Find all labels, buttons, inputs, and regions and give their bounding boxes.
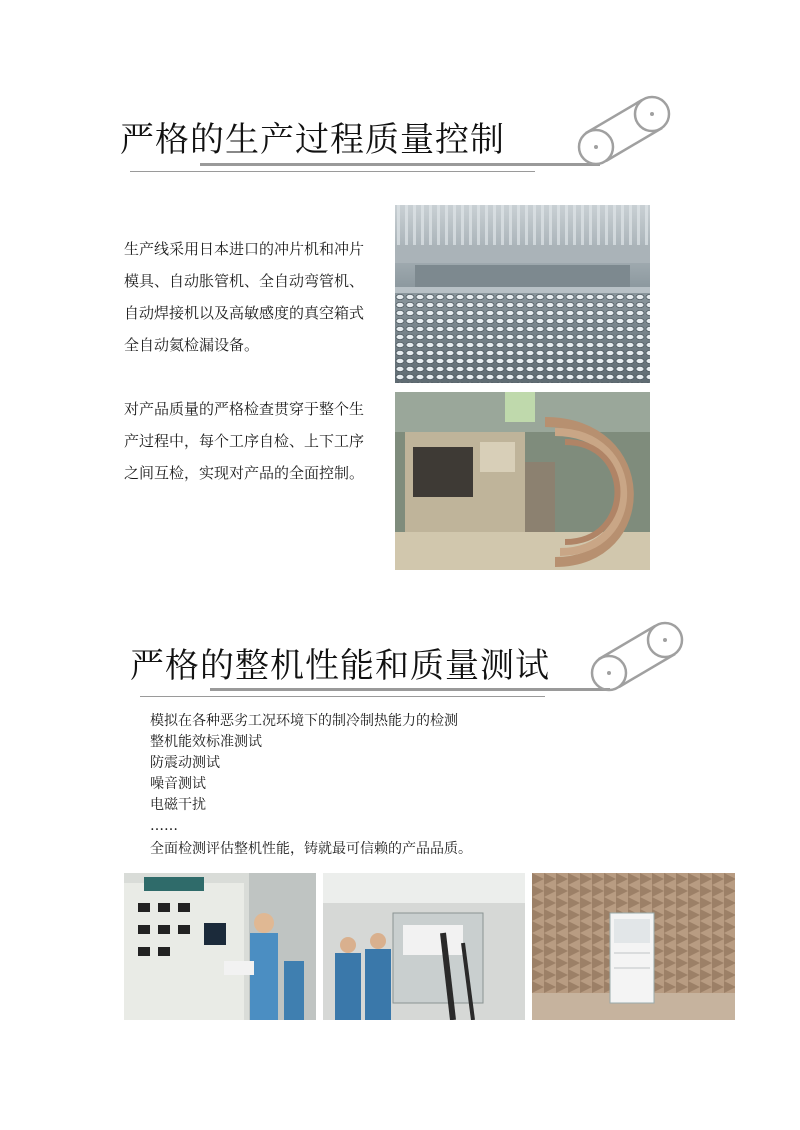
section1-title: 严格的生产过程质量控制	[120, 120, 505, 160]
section2-belt-icon	[588, 618, 688, 696]
section2-accent-bar	[210, 688, 610, 691]
test-item-environment-capacity: 模拟在各种恶劣工况环境下的制冷制热能力的检测	[150, 713, 458, 729]
test-item-ellipsis: ……	[150, 818, 178, 834]
testing-summary: 全面检测评估整机性能，铸就最可信赖的产品品质。	[150, 841, 472, 857]
section2-underline	[140, 696, 545, 697]
test-item-energy-efficiency: 整机能效标准测试	[150, 734, 262, 750]
section1-underline	[130, 171, 535, 172]
test-item-vibration: 防震动测试	[150, 755, 220, 771]
fin-press-line-photo	[395, 205, 650, 383]
indoor-unit-test-photo	[323, 873, 525, 1020]
tube-bending-machine-photo	[395, 392, 650, 570]
test-item-noise: 噪音测试	[150, 776, 206, 792]
control-panel-lab-photo	[124, 873, 316, 1020]
quality-inspection-paragraph: 对产品质量的严格检查贯穿于整个生产过程中，每个工序自检、上下工序之间互检，实现对产品的全面控制。	[124, 400, 365, 482]
anechoic-chamber-photo	[532, 873, 735, 1020]
section2-title: 严格的整机性能和质量测试	[130, 646, 550, 686]
test-list	[150, 711, 458, 837]
section1-accent-bar	[200, 163, 600, 166]
test-item-emi: 电磁干扰	[150, 797, 206, 813]
production-line-paragraph: 生产线采用日本进口的冲片机和冲片模具、自动胀管机、全自动弯管机、自动焊接机以及高敏感度的真空箱式全自动氦检漏设备。	[124, 240, 365, 354]
section1-belt-icon	[575, 92, 675, 170]
